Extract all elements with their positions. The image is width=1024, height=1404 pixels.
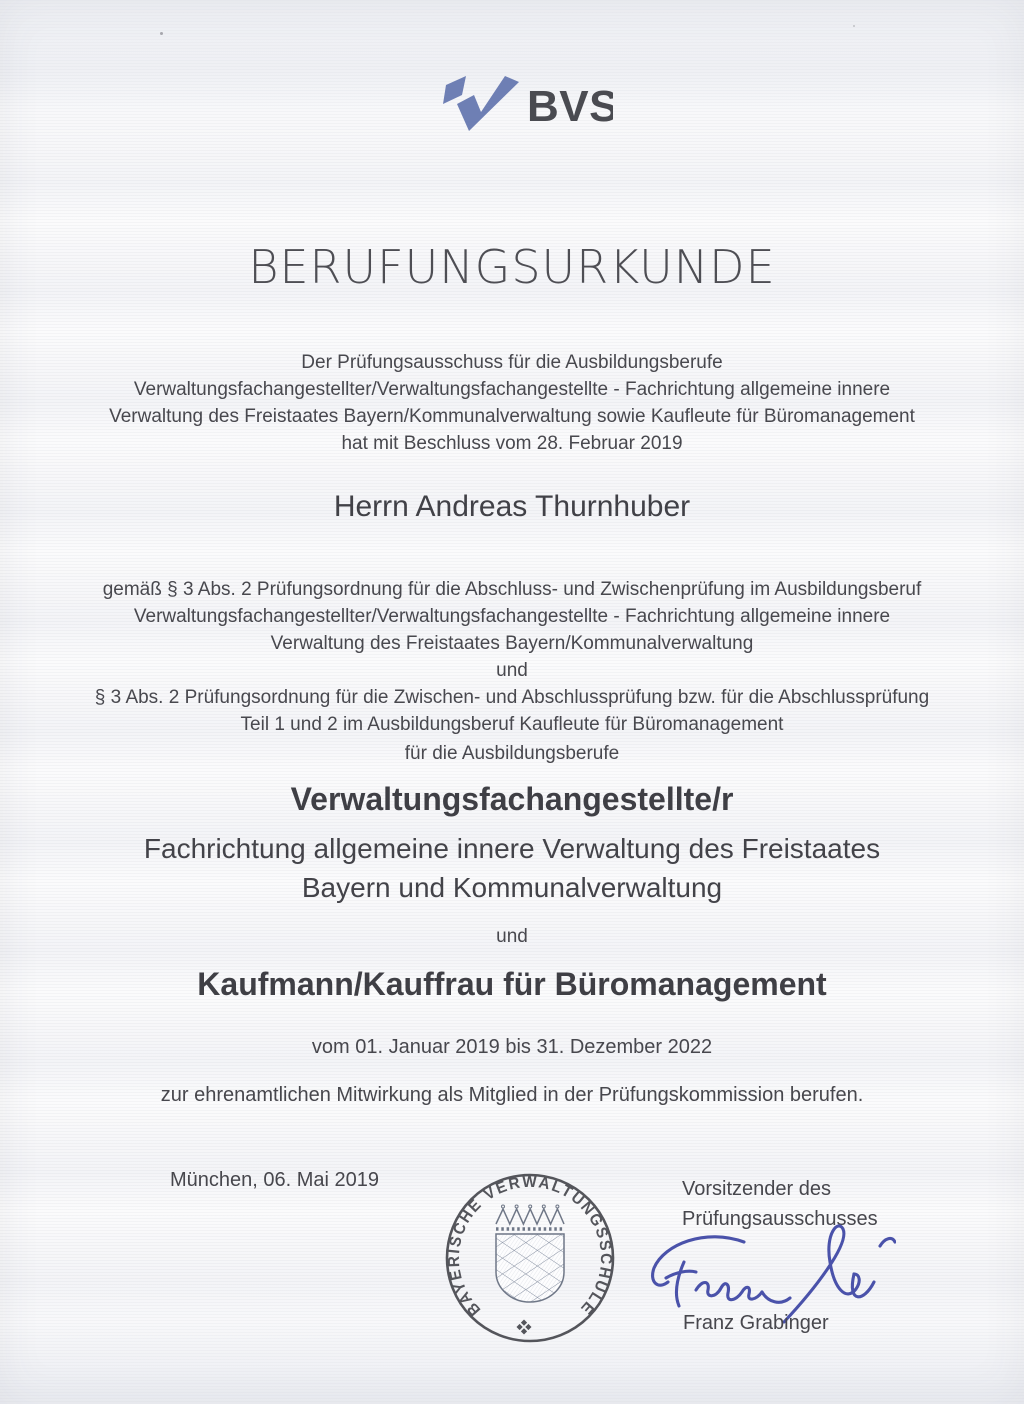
certificate-title: BERUFUNGSURKUNDE [248, 240, 776, 294]
legal-line: und [496, 660, 528, 681]
intro-line: Verwaltung des Freistaates Bayern/Kommunalverwaltung sowie Kaufleute für Büromanagement [109, 406, 915, 427]
connector-und: und [496, 926, 528, 947]
intro-line: Verwaltungsfachangestellter/Verwaltungsfachangestellte - Fachrichtung allgemeine innere [133, 379, 891, 400]
appointment-period: vom 01. Januar 2019 bis 31. Dezember 2022 [311, 1036, 713, 1058]
intro-line: hat mit Beschluss vom 28. Februar 2019 [341, 433, 683, 454]
profession1-subtitle [0, 829, 1024, 907]
signer-name: Franz Grabinger [683, 1312, 829, 1334]
seal-ring-text: BAYERISCHE VERWALTUNGSSCHULE [445, 1173, 615, 1319]
scan-speck [853, 25, 855, 27]
seal-crown-icon [496, 1205, 564, 1229]
bvs-logo-text: BVS [527, 82, 613, 131]
appointment-statement: zur ehrenamtlichen Mitwirkung als Mitglied in der Prüfungskommission berufen. [160, 1084, 864, 1106]
legal-line: Teil 1 und 2 im Ausbildungsberuf Kaufleute für Büromanagement [240, 714, 784, 735]
intro-paragraph [0, 349, 1024, 457]
legal-line: Verwaltungsfachangestellter/Verwaltungsfachangestellte - Fachrichtung allgemeine innere [133, 606, 891, 627]
seal-shield-icon [496, 1234, 564, 1302]
bvs-logo-check-icon [457, 76, 519, 131]
bvs-logo [443, 74, 613, 132]
for-professions-line: für die Ausbildungsberufe [404, 743, 620, 764]
legal-line: Verwaltung des Freistaates Bayern/Kommunalverwaltung [270, 633, 754, 654]
legal-line: § 3 Abs. 2 Prüfungsordnung für die Zwischen- und Abschlussprüfung bzw. für die Abschlussprüfung [94, 687, 930, 708]
legal-line: gemäß § 3 Abs. 2 Prüfungsordnung für die Abschluss- und Zwischenprüfung im Ausbildungsberuf [102, 579, 922, 600]
signer-role-line: Vorsitzender des [682, 1178, 831, 1200]
seal-svg [444, 1172, 616, 1344]
intro-line: Der Prüfungsausschuss für die Ausbildungsberufe [301, 352, 723, 373]
scan-speck [160, 32, 163, 35]
profession1-subtitle-line: Bayern und Kommunalverwaltung [301, 872, 723, 903]
profession2-title: Kaufmann/Kauffrau für Büromanagement [197, 966, 827, 1002]
profession1-subtitle-line: Fachrichtung allgemeine innere Verwaltung des Freistaates [143, 833, 881, 864]
legal-paragraph [0, 576, 1024, 738]
bvs-logo-diamond-icon [443, 76, 466, 104]
signer-role-line: Prüfungsausschusses [682, 1208, 878, 1230]
verwaltungsschule-seal-icon [444, 1172, 616, 1344]
bvs-logo-mark-icon [443, 74, 613, 132]
profession1-title: Verwaltungsfachangestellte/r [290, 781, 734, 817]
seal-diamond-separator-icon [516, 1319, 531, 1334]
place-and-date: München, 06. Mai 2019 [170, 1169, 380, 1191]
recipient-name: Herrn Andreas Thurnhuber [333, 490, 691, 523]
